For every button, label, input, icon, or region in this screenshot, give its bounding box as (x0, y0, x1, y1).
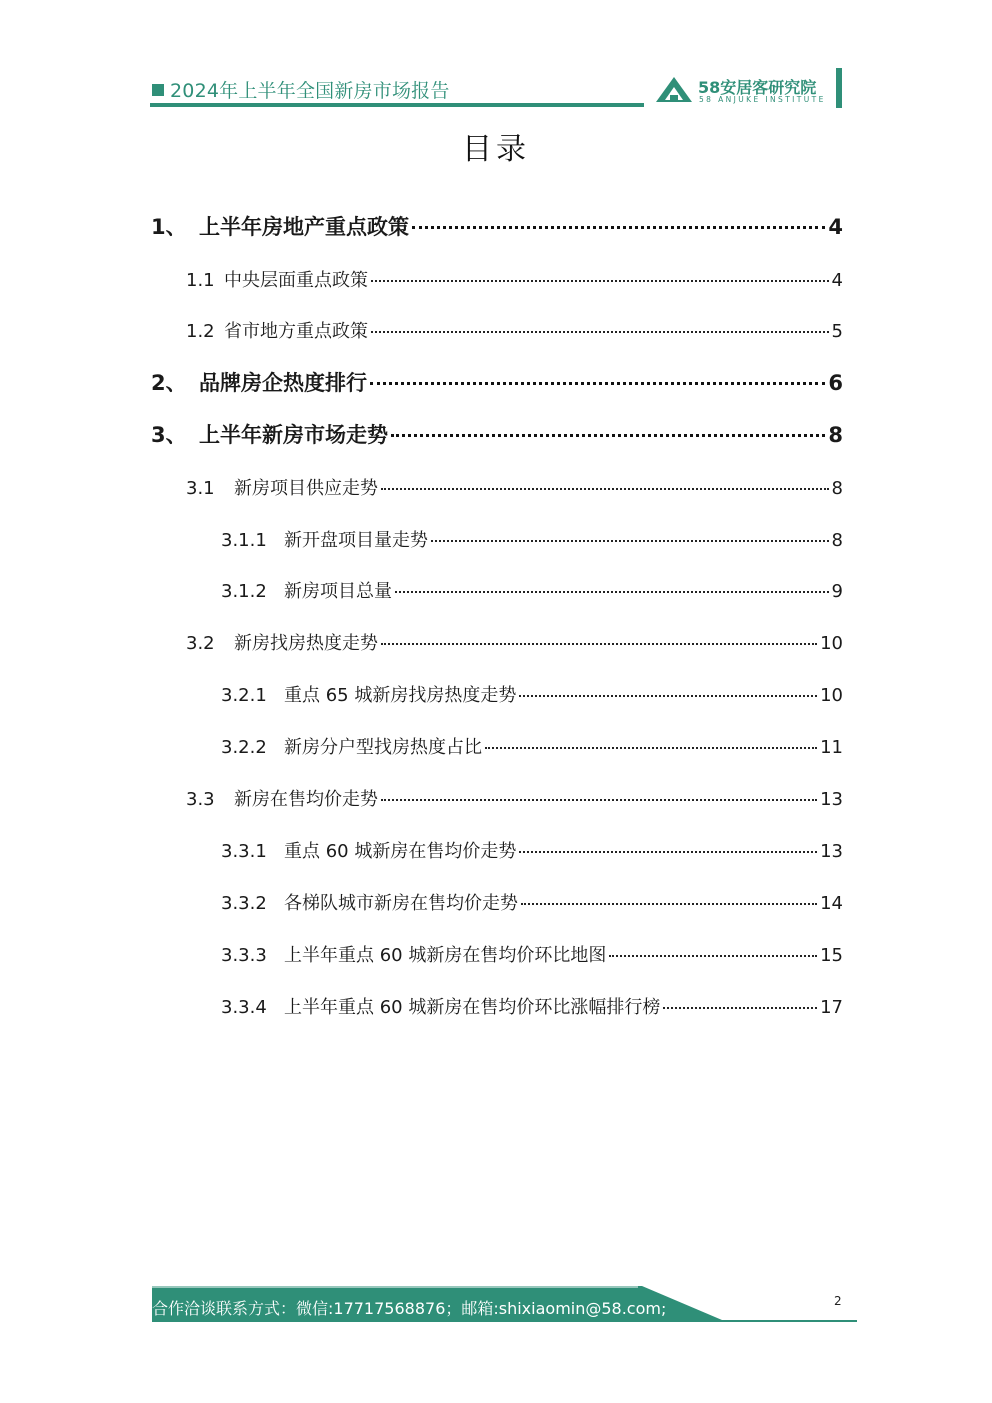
toc-entry-page: 10 (820, 633, 843, 654)
toc-entry-text: 新房项目供应走势 (234, 478, 378, 499)
toc-entry-text: 上半年新房市场走势 (199, 423, 388, 447)
logo-english: 58 ANJUKE INSTITUTE (699, 95, 826, 104)
footer-contact: 合作洽谈联系方式：微信:17717568876；邮箱:shixiaomin@58.com; (152, 1299, 667, 1318)
toc-entry-text: 新房项目总量 (284, 581, 392, 602)
toc-entry-number: 3.3.1 (221, 841, 267, 862)
toc-entry-number: 2、 (151, 371, 187, 395)
toc-entry-page: 4 (828, 215, 843, 239)
toc-entry-number: 3.2 (186, 633, 215, 654)
toc-leader-dots (370, 382, 825, 385)
toc-leader-dots (381, 488, 829, 490)
toc-entry-number: 3.2.1 (221, 685, 267, 706)
toc-entry[interactable] (221, 837, 843, 863)
toc-entry[interactable] (186, 474, 843, 500)
toc-entry-page: 17 (820, 997, 843, 1018)
toc-entry-number: 3.3.3 (221, 945, 267, 966)
page-header (0, 0, 992, 120)
toc-entry-page: 13 (820, 841, 843, 862)
toc-entry-page: 5 (831, 321, 843, 342)
toc-leader-dots (391, 434, 825, 437)
page-footer (0, 1280, 992, 1340)
toc-entry-number: 3.1.2 (221, 581, 267, 602)
toc-entry-page: 9 (831, 581, 843, 602)
toc-entry-page: 10 (820, 685, 843, 706)
toc-entry-page: 15 (820, 945, 843, 966)
toc-entry[interactable] (151, 367, 843, 397)
toc-entry[interactable] (221, 941, 843, 967)
toc-leader-dots (663, 1007, 817, 1009)
toc-leader-dots (431, 540, 829, 542)
toc-entry-text: 上半年房地产重点政策 (199, 215, 409, 239)
report-title-text: 2024年上半年全国新房市场报告 (170, 80, 450, 102)
toc-entry[interactable] (186, 785, 843, 811)
toc-entry[interactable] (221, 733, 843, 759)
logo-bar (836, 68, 842, 108)
toc-entry-page: 8 (831, 478, 843, 499)
toc-entry-text: 新房找房热度走势 (234, 633, 378, 654)
toc-entry-text: 省市地方重点政策 (224, 321, 368, 342)
footer-rule (152, 1320, 857, 1322)
toc-entry-number: 1.2 (186, 321, 215, 342)
toc-entry-number: 3、 (151, 423, 187, 447)
toc-entry-page: 8 (828, 423, 843, 447)
toc-entry-text: 新房在售均价走势 (234, 789, 378, 810)
toc-entry-page: 13 (820, 789, 843, 810)
toc-entry[interactable] (186, 266, 843, 292)
toc-leader-dots (485, 747, 817, 749)
toc-entry[interactable] (221, 993, 843, 1019)
toc-entry-number: 3.1.1 (221, 530, 267, 551)
toc-entry-number: 3.3 (186, 789, 215, 810)
toc-entry-text: 中央层面重点政策 (224, 270, 368, 291)
toc-entry[interactable] (186, 629, 843, 655)
toc-leader-dots (521, 903, 817, 905)
toc-entry-text: 重点 60 城新房在售均价走势 (284, 841, 517, 862)
square-bullet-icon (152, 84, 164, 96)
toc-leader-dots (519, 695, 817, 697)
toc-leader-dots (395, 591, 829, 593)
toc-leader-dots (412, 226, 825, 229)
toc-entry-number: 1、 (151, 215, 187, 239)
toc-title: 目录 (462, 132, 530, 167)
toc-entry-page: 14 (820, 893, 843, 914)
toc-entry-page: 11 (820, 737, 843, 758)
toc-leader-dots (519, 851, 817, 853)
toc-entry-page: 4 (831, 270, 843, 291)
toc-entry[interactable] (151, 419, 843, 449)
toc-entry-number: 3.3.2 (221, 893, 267, 914)
toc-entry[interactable] (221, 577, 843, 603)
toc-entry-page: 6 (828, 371, 843, 395)
toc-entry-text: 上半年重点 60 城新房在售均价环比地图 (284, 945, 607, 966)
report-title (152, 76, 450, 103)
toc-entry-text: 品牌房企热度排行 (199, 371, 367, 395)
toc-leader-dots (381, 643, 817, 645)
toc-entry-text: 新开盘项目量走势 (284, 530, 428, 551)
anjuke-logo-icon (655, 76, 693, 103)
toc-leader-dots (371, 280, 829, 282)
toc-leader-dots (371, 331, 829, 333)
toc-entry-number: 1.1 (186, 270, 215, 291)
toc-entry-text: 重点 65 城新房找房热度走势 (284, 685, 517, 706)
toc-entry-text: 新房分户型找房热度占比 (284, 737, 482, 758)
toc-leader-dots (609, 955, 817, 957)
toc-entry[interactable] (221, 526, 843, 552)
toc-entry-number: 3.3.4 (221, 997, 267, 1018)
toc-leader-dots (381, 799, 817, 801)
logo-name: 58安居客研究院 (698, 78, 817, 97)
toc-entry-number: 3.2.2 (221, 737, 267, 758)
toc-entry[interactable] (151, 211, 843, 241)
toc-entry-text: 上半年重点 60 城新房在售均价环比涨幅排行榜 (284, 997, 661, 1018)
toc-entry-number: 3.1 (186, 478, 215, 499)
toc-entry-page: 8 (831, 530, 843, 551)
toc-entry-text: 各梯队城市新房在售均价走势 (284, 893, 518, 914)
toc-entry[interactable] (221, 681, 843, 707)
toc-entry[interactable] (186, 317, 843, 343)
toc-entry[interactable] (221, 889, 843, 915)
page-number: 2 (834, 1294, 842, 1308)
header-rule (150, 103, 644, 107)
